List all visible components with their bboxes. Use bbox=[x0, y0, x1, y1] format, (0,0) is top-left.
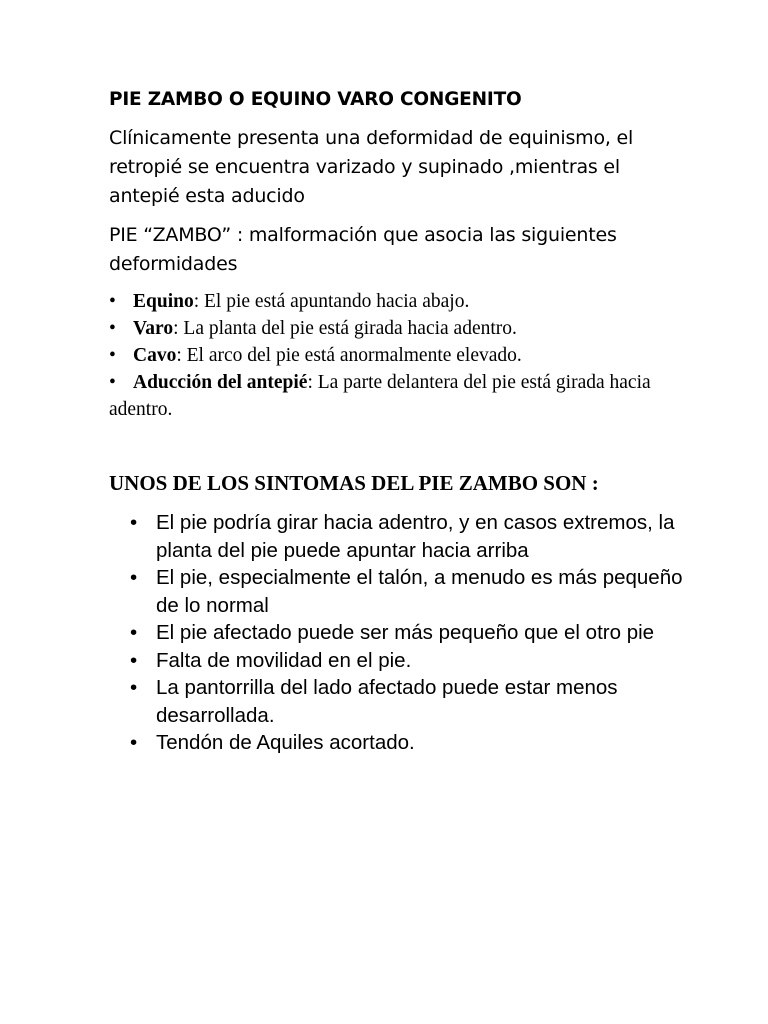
section-title-pie-zambo: PIE ZAMBO O EQUINO VARO CONGENITO bbox=[109, 89, 522, 110]
list-item bbox=[130, 674, 690, 729]
list-item bbox=[130, 619, 690, 647]
intro-paragraph: Clínicamente presenta una deformidad de equinismo, el retropié se encuentra varizado y supinado ,mientras el antepié esta aducido bbox=[109, 127, 634, 207]
symptom-text: El pie afectado puede ser más pequeño que el otro pie bbox=[156, 621, 655, 644]
bullet-icon: • bbox=[130, 731, 138, 754]
bullet-icon: • bbox=[109, 372, 116, 393]
list-item bbox=[109, 315, 669, 342]
bullet-icon: • bbox=[130, 648, 138, 672]
bullet-icon: • bbox=[109, 345, 116, 366]
term: Varo bbox=[133, 318, 174, 339]
bullet-icon: • bbox=[130, 676, 138, 699]
deformities-list bbox=[109, 288, 669, 423]
symptoms-list bbox=[130, 509, 690, 757]
term: Cavo bbox=[133, 345, 177, 366]
bullet-icon: • bbox=[109, 318, 116, 339]
list-item bbox=[130, 647, 690, 675]
symptom-text: El pie podría girar hacia adentro, y en casos extremos, la planta del pie puede apuntar hacia arriba bbox=[156, 511, 675, 562]
bullet-icon: • bbox=[109, 291, 116, 312]
term-description: : La parte delantera del pie está girada hacia adentro. bbox=[109, 372, 651, 420]
list-item bbox=[130, 564, 690, 619]
symptom-text: La pantorrilla del lado afectado puede estar menos desarrollada. bbox=[156, 676, 618, 727]
term: Aducción del antepié bbox=[133, 372, 308, 393]
symptom-text: Falta de movilidad en el pie. bbox=[156, 648, 412, 672]
list-item bbox=[109, 369, 669, 423]
section-title-symptoms: UNOS DE LOS SINTOMAS DEL PIE ZAMBO SON : bbox=[109, 471, 599, 495]
term: Equino bbox=[133, 291, 194, 312]
symptom-text: Tendón de Aquiles acortado. bbox=[156, 731, 415, 754]
term-description: : El arco del pie está anormalmente elevado. bbox=[176, 345, 522, 366]
bullet-icon: • bbox=[130, 621, 138, 644]
list-item bbox=[130, 509, 690, 564]
list-item bbox=[130, 729, 690, 757]
list-item bbox=[109, 288, 669, 315]
term-description: : El pie está apuntando hacia abajo. bbox=[193, 291, 470, 312]
list-item bbox=[109, 342, 669, 369]
symptom-text: El pie, especialmente el talón, a menudo es más pequeño de lo normal bbox=[156, 566, 683, 617]
term-description: : La planta del pie está girada hacia adentro. bbox=[173, 318, 517, 339]
definition-paragraph: PIE “ZAMBO” : malformación que asocia las siguientes deformidades bbox=[109, 224, 617, 275]
bullet-icon: • bbox=[130, 566, 138, 589]
bullet-icon: • bbox=[130, 511, 138, 534]
